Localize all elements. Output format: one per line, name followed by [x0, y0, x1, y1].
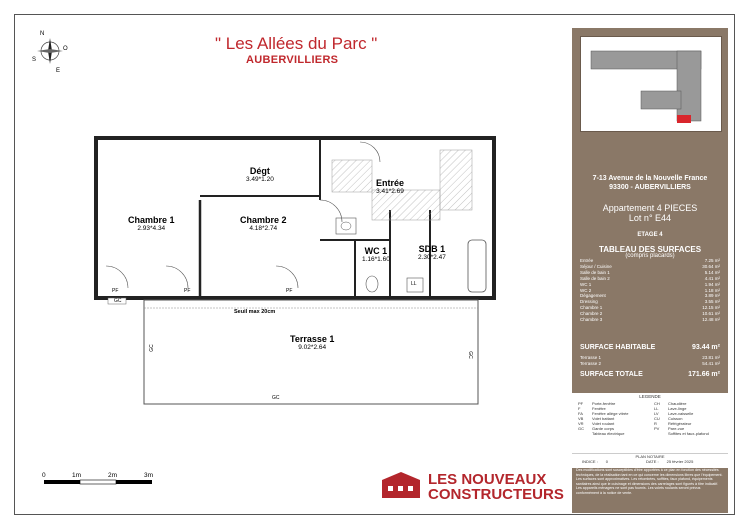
surface-row-label: Chambre 1: [580, 305, 603, 311]
surface-habitable: [580, 344, 720, 351]
table-subtitle: (compris placards): [625, 253, 675, 259]
room-name: Entrée: [376, 178, 405, 188]
lot-number: Lot n° E44: [628, 213, 672, 223]
site-plan-drawing: [581, 37, 721, 131]
address-line-1: 7-13 Avenue de la Nouvelle France: [592, 175, 708, 182]
room-terrasse-1: [290, 334, 334, 351]
legend-text: Pare-vue: [668, 426, 685, 431]
legend-text: Fenêtre: [592, 406, 606, 411]
scale-3m: 3m: [144, 472, 154, 479]
legend-code: LL: [654, 406, 659, 411]
surface-row-label: Salle de bain 1: [580, 269, 610, 275]
surface-row-label: Dressing: [580, 299, 598, 305]
surface-row-value: 5.14 m²: [704, 269, 720, 275]
surface-row-value: 30.64 m²: [702, 263, 720, 269]
legend-text: Volet roulant: [592, 421, 615, 426]
terrace-row-label: Terrasse 1: [580, 355, 602, 360]
legend-code: PF: [578, 401, 584, 406]
apartment-info: [572, 203, 728, 223]
room-degt: [246, 166, 274, 183]
legend-text: Chaudière: [668, 401, 687, 406]
surface-row: [580, 317, 720, 323]
legend-text: Tableau électrique: [592, 431, 625, 436]
terrace-row: [580, 361, 720, 367]
surface-row-label: WC 2: [580, 287, 592, 293]
legend-code: FA: [578, 411, 583, 416]
surface-row-label: Chambre 3: [580, 317, 603, 323]
date-label: DATE :: [646, 459, 659, 464]
surface-row-value: 3.55 m²: [704, 299, 720, 305]
legend-code: CU: [654, 416, 660, 421]
legend-item: [654, 431, 709, 436]
brand-line-1: LES NOUVEAUX: [428, 471, 547, 488]
terrace-row-label: Terrasse 2: [580, 361, 602, 366]
notaire-box: [572, 453, 728, 468]
brand-logo-icon: [380, 472, 422, 500]
terrace-row-value: 54.41 m²: [702, 361, 720, 366]
label-gc-3: GC: [148, 344, 155, 352]
room-dims: 3.41*2.69: [376, 188, 404, 195]
surface-totale-value: 171.66 m²: [688, 371, 720, 378]
legend-text: Lave-vaisselle: [668, 411, 694, 416]
brand-line-2: CONSTRUCTEURS: [428, 486, 564, 503]
surface-row-label: Entrée: [580, 258, 594, 263]
surface-row-label: Chambre 2: [580, 311, 603, 317]
label-gc-2: GC: [272, 395, 280, 401]
table-title: TABLEAU DES SURFACES: [598, 245, 702, 254]
surface-totale-label: SURFACE TOTALE: [580, 371, 643, 378]
floor-level: ETAGE 4: [637, 232, 663, 238]
legend: [572, 393, 728, 453]
surface-row-value: 12.15 m²: [702, 305, 720, 311]
surface-habitable-label: SURFACE HABITABLE: [580, 344, 656, 351]
surface-row-value: 4.41 m²: [704, 275, 720, 281]
legend-text: Lave-linge: [668, 406, 687, 411]
fine-print: Des modifications sont susceptibles d'être apportées à ce plan en fonction des nécessités techniques, de la réalisation tant en ce qui concerne les dimensions libres que l'équipement. Les surfaces sont approximatives. Les retombées, soffites, faux plafond, équipements sanitaires ainsi que le cuisinage et dimensions des carrelages sont figurés à titre indicatif. Les appareils ménagers ne sont pas fournis. Les volets roulants seront prévus conformément à la notice de vente.: [576, 468, 723, 495]
room-chambre-1: [128, 215, 175, 232]
room-name: Chambre 2: [240, 215, 287, 225]
project-city: AUBERVILLIERS: [246, 54, 339, 66]
indice-label: INDICE :: [582, 459, 598, 464]
legend-code: F: [578, 406, 581, 411]
surface-habitable-value: 93.44 m²: [691, 344, 720, 351]
surface-row-label: WC 1: [580, 281, 592, 287]
legend-code: CH: [654, 401, 660, 406]
legend-code: VR: [578, 421, 584, 426]
label-ll: LL: [411, 281, 417, 287]
address: [572, 174, 728, 192]
legend-code: PV: [654, 426, 660, 431]
room-name: Dégt: [249, 166, 270, 176]
room-dims: 1.16*1.60: [362, 256, 390, 263]
surface-row-value: 7.25 m²: [704, 258, 720, 263]
compass-n: N: [40, 31, 45, 37]
compass-s: S: [32, 57, 37, 63]
site-plan-map: [580, 36, 722, 132]
apartment-type: Appartement 4 PIECES: [602, 203, 698, 213]
room-entree: [376, 178, 404, 195]
scale-1m: 1m: [72, 472, 82, 479]
legend-code: R: [654, 421, 657, 426]
room-name: WC 1: [364, 246, 388, 256]
label-pf-1: PF: [112, 288, 119, 294]
date-value: 25 février 2025: [666, 459, 694, 464]
legend-text: Garde corps: [592, 426, 615, 431]
surface-totale: [580, 371, 720, 378]
terrace-row-value: 23.81 m²: [702, 355, 720, 360]
legend-title: LEGENDE: [639, 394, 661, 399]
terrace-outline: [144, 300, 478, 404]
room-sdb-1: [418, 244, 446, 261]
label-pf-3: PF: [286, 288, 293, 294]
surface-row-label: Salle de bain 2: [580, 275, 610, 281]
surface-table: [580, 258, 720, 323]
room-dims: 9.02*2.64: [298, 344, 327, 351]
room-dims: 2.93*4.34: [137, 225, 166, 232]
surface-row-label: Dégagement: [580, 293, 606, 299]
legend-text: Cuisson: [668, 416, 683, 421]
label-seuil: Seuil max 20cm: [234, 309, 276, 315]
room-dims: 3.49*1.20: [246, 176, 274, 183]
info-panel: [572, 28, 728, 513]
indice-value: 0: [605, 459, 609, 464]
legend-item: [578, 431, 628, 436]
legend-text: Fenêtre allège vitrée: [592, 411, 629, 416]
room-chambre-2: [240, 215, 287, 232]
surface-row-value: 12.48 m²: [702, 317, 720, 323]
room-dims: 4.18*2.74: [249, 225, 278, 232]
room-wc-1: [362, 246, 390, 263]
label-gc-1: GC: [114, 298, 122, 304]
scale-2m: 2m: [108, 472, 118, 479]
label-gc-4: GC: [466, 351, 473, 359]
legend-left-column: [578, 401, 628, 436]
legend-text: Réfrigérateur: [668, 421, 692, 426]
room-name: Terrasse 1: [290, 334, 335, 344]
brand-name: [428, 472, 564, 502]
legend-code: VB: [578, 416, 584, 421]
legend-text: Soffites et faux-plafond: [668, 431, 709, 436]
surface-row-label: Séjour / Cuisine: [580, 263, 612, 269]
compass-e: E: [56, 68, 61, 74]
surface-row-value: 10.61 m²: [702, 311, 720, 317]
room-dims: 2.30*2.47: [418, 254, 446, 261]
surface-row-value: 1.18 m²: [704, 287, 720, 293]
project-title: " Les Allées du Parc ": [215, 34, 378, 53]
notaire-title: PLAN NOTAIRE: [635, 454, 665, 459]
legend-text: Volet battant: [592, 416, 615, 421]
legend-code: GC: [578, 426, 584, 431]
compass-e-label: O: [63, 46, 68, 52]
scale-0: 0: [42, 472, 46, 479]
scale-bar: [40, 478, 160, 490]
terrace-table: [580, 355, 720, 367]
surface-row-value: 1.94 m²: [704, 281, 720, 287]
legend-text: Porte-fenêtre: [592, 401, 616, 406]
label-pf-2: PF: [184, 288, 191, 294]
legend-right-column: [654, 401, 709, 436]
room-name: Chambre 1: [128, 215, 175, 225]
surface-row-value: 3.89 m²: [704, 293, 720, 299]
address-line-2: 93300 - AUBERVILLIERS: [609, 184, 691, 191]
legend-code: LV: [654, 411, 659, 416]
room-name: SDB 1: [418, 244, 446, 254]
